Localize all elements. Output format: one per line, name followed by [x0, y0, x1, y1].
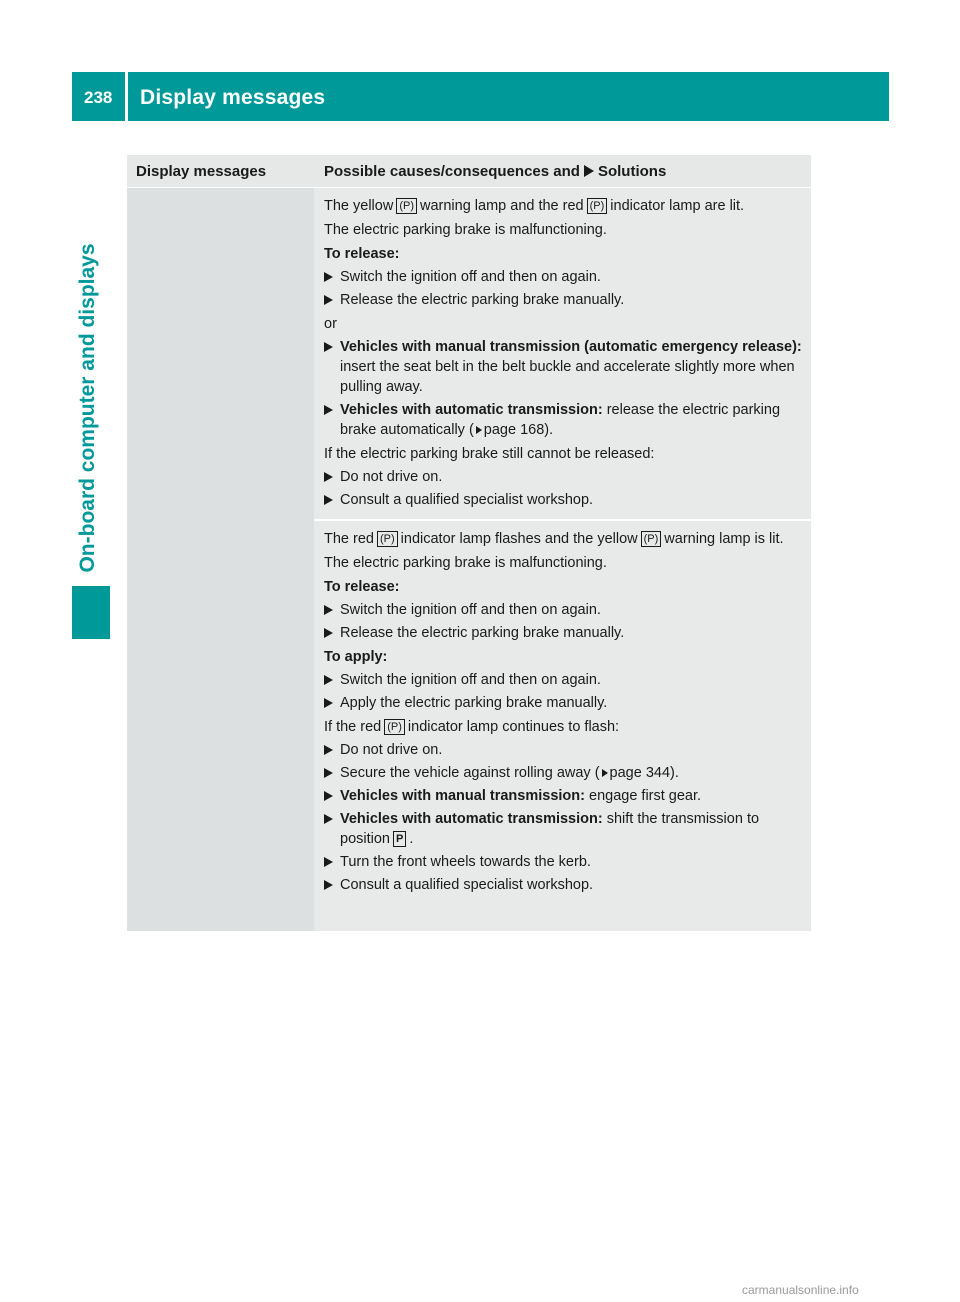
block2-flash-line: If the red (P) indicator lamp continues to flash:: [324, 719, 620, 735]
section-title: Display messages: [140, 86, 326, 109]
brake-indicator-icon: (P): [587, 198, 608, 214]
page-number: 238: [84, 88, 113, 107]
column-header-solutions: Solutions: [597, 163, 667, 180]
arrow-icon: [324, 698, 333, 708]
list-item: Switch the ignition off and then on again.: [324, 670, 803, 690]
block1-intro: The yellow (P) warning lamp and the red (P) indicator lamp are lit.: [324, 198, 745, 214]
solution-block-1: [314, 188, 811, 519]
list-item: Vehicles with automatic transmission: shift the transmission to position P .: [324, 809, 803, 849]
arrow-icon: [324, 342, 333, 352]
list-item: Apply the electric parking brake manually.: [324, 693, 803, 713]
solutions-column: [314, 188, 811, 931]
watermark: carmanualsonline.info: [742, 1283, 859, 1297]
block1-still-line: If the electric parking brake still cannot be released:: [324, 446, 655, 462]
column-header-display-messages: Display messages: [136, 163, 267, 180]
list-item: Switch the ignition off and then on again.: [324, 267, 803, 287]
block1-malfunction-line: The electric parking brake is malfunctioning.: [324, 222, 607, 238]
page-reference-link[interactable]: page 168).: [483, 422, 554, 438]
arrow-icon: [324, 880, 333, 890]
arrow-icon: [324, 628, 333, 638]
brake-warning-icon: (P): [396, 198, 417, 214]
list-item: Consult a qualified specialist workshop.: [324, 490, 803, 510]
arrow-icon: [324, 857, 333, 867]
arrow-icon: [324, 605, 333, 615]
arrow-icon: [324, 814, 333, 824]
column-header-causes: Possible causes/consequences and: [324, 163, 580, 180]
page-reference-link[interactable]: page 344).: [609, 765, 679, 781]
park-position-icon: P: [393, 831, 406, 847]
arrow-icon: [324, 791, 333, 801]
list-item: Secure the vehicle against rolling away ( page 344).: [324, 763, 803, 783]
list-item: Turn the front wheels towards the kerb.: [324, 852, 803, 872]
block2-intro: The red (P) indicator lamp flashes and the yellow (P) warning lamp is lit.: [324, 531, 784, 547]
list-item: Vehicles with manual transmission (automatic emergency release): insert the seat belt in the belt buckle and accelerate slightly more when pulling away.: [324, 337, 803, 397]
block1-or: or: [324, 316, 337, 332]
arrow-icon: [324, 495, 333, 505]
arrow-icon: [324, 272, 333, 282]
table-body: [127, 188, 811, 931]
block2-release-heading: To release:: [324, 579, 400, 595]
arrow-icon: [584, 165, 594, 177]
arrow-icon: [324, 405, 333, 415]
brake-indicator-icon: (P): [384, 719, 405, 735]
list-item: Switch the ignition off and then on again.: [324, 600, 803, 620]
arrow-icon: [324, 745, 333, 755]
arrow-icon: [324, 675, 333, 685]
table-header-row: [127, 155, 811, 188]
list-item: Release the electric parking brake manually.: [324, 290, 803, 310]
arrow-icon: [324, 295, 333, 305]
list-item: Consult a qualified specialist workshop.: [324, 875, 803, 895]
arrow-icon: [324, 472, 333, 482]
display-message-cell: [127, 188, 314, 931]
list-item: Release the electric parking brake manually.: [324, 623, 803, 643]
brake-warning-icon: (P): [641, 531, 662, 547]
list-item: Do not drive on.: [324, 467, 803, 487]
list-item: Do not drive on.: [324, 740, 803, 760]
brake-indicator-icon: (P): [377, 531, 398, 547]
page-reference-icon: [602, 769, 608, 777]
header-divider: [125, 72, 128, 121]
messages-table: [127, 155, 811, 931]
side-tab-marker: [72, 586, 110, 639]
block2-apply-heading: To apply:: [324, 649, 388, 665]
page-reference-icon: [476, 426, 482, 434]
column-header-causes-solutions: [314, 155, 811, 187]
block1-release-heading: To release:: [324, 246, 400, 262]
solution-block-2: [314, 519, 811, 931]
list-item: Vehicles with automatic transmission: release the electric parking brake automatically ( page 168).: [324, 400, 803, 440]
side-chapter-label: On-board computer and displays: [76, 243, 99, 573]
block2-malfunction-line: The electric parking brake is malfunctioning.: [324, 555, 607, 571]
arrow-icon: [324, 768, 333, 778]
list-item: Vehicles with manual transmission: engage first gear.: [324, 786, 803, 806]
